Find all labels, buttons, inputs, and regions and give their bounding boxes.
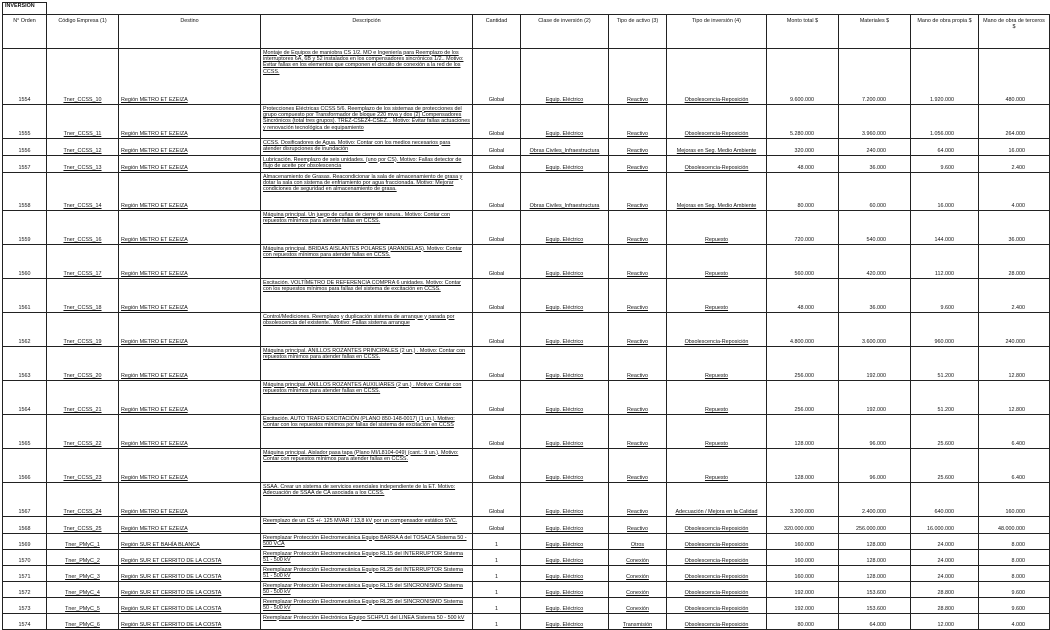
- table-row: [3, 549, 1050, 565]
- row-codigo: Tner_CCSS_17: [47, 244, 119, 278]
- row-clase: Equip. Eléctrico: [521, 48, 609, 104]
- row-destino: Región SUR ET CERRITO DE LA COSTA: [119, 597, 261, 613]
- table-row: [3, 244, 1050, 278]
- table-row: [3, 533, 1050, 549]
- row-clase: Equip. Eléctrico: [521, 380, 609, 414]
- row-orden: 1556: [3, 138, 47, 155]
- row-monto-total: 3.200.000: [767, 482, 839, 516]
- row-tipo-activo: Reactivo: [609, 312, 667, 346]
- row-clase: Equip. Eléctrico: [521, 533, 609, 549]
- row-orden: 1568: [3, 516, 47, 533]
- row-destino: Región SUR ET CERRITO DE LA COSTA: [119, 581, 261, 597]
- row-destino: Región METRO ET EZEIZA: [119, 516, 261, 533]
- row-materiales: 128.000: [839, 533, 911, 549]
- row-mo-propia: 9.600: [911, 155, 979, 172]
- row-tipo-activo: Conexión: [609, 549, 667, 565]
- row-tipo-inversion: Obsolescencia-Reposición: [667, 516, 767, 533]
- row-tipo-inversion: Repuesto: [667, 278, 767, 312]
- row-orden: 1557: [3, 155, 47, 172]
- row-mo-terceros: 12.800: [979, 346, 1050, 380]
- row-mo-terceros: 48.000.000: [979, 516, 1050, 533]
- row-descripcion: Máquina principal. BRIDAS AISLANTES POLARES (ARANDELAS). Motivo: Contar con repuestos mínimos para atender fallas en CCSS.: [261, 244, 473, 278]
- row-destino: Región METRO ET EZEIZA: [119, 138, 261, 155]
- col-destino: Destino: [119, 14, 261, 48]
- row-tipo-activo: Reactivo: [609, 278, 667, 312]
- row-materiales: 540.000: [839, 210, 911, 244]
- row-destino: Región METRO ET EZEIZA: [119, 210, 261, 244]
- row-tipo-inversion: Adecuación / Mejora en la Calidad: [667, 482, 767, 516]
- row-orden: 1561: [3, 278, 47, 312]
- row-codigo: Tner_CCSS_10: [47, 48, 119, 104]
- row-monto-total: 48.000: [767, 155, 839, 172]
- row-clase: Equip. Eléctrico: [521, 613, 609, 629]
- row-monto-total: 320.000.000: [767, 516, 839, 533]
- row-destino: Región SUR ET CERRITO DE LA COSTA: [119, 565, 261, 581]
- row-descripcion: Máquina principal. Un juego de cuñas de cierre de ranura.. Motivo: Contar con repuestos mínimos para atender fallas en CCSS.: [261, 210, 473, 244]
- row-descripcion: Reemplazar Protección Electromecánica Equipo RL25 del SINCRONISMO Sistema 50 - 500 kV: [261, 597, 473, 613]
- row-orden: 1574: [3, 613, 47, 629]
- table-row: [3, 414, 1050, 448]
- row-mo-propia: 28.800: [911, 597, 979, 613]
- row-orden: 1565: [3, 414, 47, 448]
- row-destino: Región METRO ET EZEIZA: [119, 312, 261, 346]
- row-destino: Región METRO ET EZEIZA: [119, 278, 261, 312]
- row-tipo-activo: Conexión: [609, 565, 667, 581]
- row-destino: Región METRO ET EZEIZA: [119, 155, 261, 172]
- row-tipo-activo: Reactivo: [609, 346, 667, 380]
- row-destino: Región METRO ET EZEIZA: [119, 482, 261, 516]
- table-row: [3, 210, 1050, 244]
- row-codigo: Tner_CCSS_16: [47, 210, 119, 244]
- row-monto-total: 192.000: [767, 581, 839, 597]
- row-codigo: Tner_CCSS_18: [47, 278, 119, 312]
- row-cantidad: Global: [473, 516, 521, 533]
- investment-table: [2, 2, 1050, 630]
- col-clase: Clase de inversión (2): [521, 14, 609, 48]
- row-mo-terceros: 9.600: [979, 597, 1050, 613]
- row-orden: 1571: [3, 565, 47, 581]
- row-mo-propia: 9.600: [911, 278, 979, 312]
- row-clase: Equip. Eléctrico: [521, 549, 609, 565]
- row-destino: Región METRO ET EZEIZA: [119, 448, 261, 482]
- row-cantidad: Global: [473, 482, 521, 516]
- row-orden: 1562: [3, 312, 47, 346]
- row-mo-terceros: 12.800: [979, 380, 1050, 414]
- row-descripcion: Reemplazo de un CS +/- 125 MVAR / 13,8 kV por un compensador estático SVC.: [261, 516, 473, 533]
- row-cantidad: Global: [473, 312, 521, 346]
- row-mo-terceros: 2.400: [979, 278, 1050, 312]
- row-tipo-activo: Reactivo: [609, 516, 667, 533]
- col-codigo: Código Empresa (1): [47, 14, 119, 48]
- row-clase: Obras Civiles_Infraestructura: [521, 138, 609, 155]
- col-mo-propia: Mano de obra propia $: [911, 14, 979, 48]
- row-mo-propia: 640.000: [911, 482, 979, 516]
- row-materiales: 128.000: [839, 565, 911, 581]
- row-tipo-inversion: Obsolescencia-Reposición: [667, 533, 767, 549]
- table-row: [3, 104, 1050, 138]
- row-orden: 1555: [3, 104, 47, 138]
- row-mo-terceros: 240.000: [979, 312, 1050, 346]
- row-descripcion: Máquina principal. ANILLOS ROZANTES AUXILIARES (2 un.) . Motivo: Contar con repuestos mínimos para atender fallas en CCSS.: [261, 380, 473, 414]
- row-cantidad: Global: [473, 380, 521, 414]
- row-descripcion: Protecciones Eléctricas CCSS 5/6. Reemplazo de los sistemas de protecciones del grupo compuesto por Transformador de bloque 220 mva y dos (2) Compensadores Sincrónicos (total tres grupos). TREZ-CSEZ4-CSEZ... Motivo: Evitar fallas actuaciones y renovación tecnológica de equipamiento: [261, 104, 473, 138]
- row-mo-terceros: 6.400: [979, 414, 1050, 448]
- row-mo-terceros: 8.000: [979, 549, 1050, 565]
- row-tipo-activo: Reactivo: [609, 380, 667, 414]
- row-cantidad: 1: [473, 533, 521, 549]
- section-title: INVERSIÓN: [3, 3, 47, 15]
- row-mo-propia: 12.000: [911, 613, 979, 629]
- col-monto-total: Monto total $: [767, 14, 839, 48]
- row-clase: Equip. Eléctrico: [521, 482, 609, 516]
- row-monto-total: 128.000: [767, 414, 839, 448]
- row-materiales: 36.000: [839, 155, 911, 172]
- row-orden: 1569: [3, 533, 47, 549]
- row-orden: 1567: [3, 482, 47, 516]
- row-destino: Región METRO ET EZEIZA: [119, 244, 261, 278]
- row-monto-total: 256.000: [767, 380, 839, 414]
- row-codigo: Tner_PMyC_2: [47, 549, 119, 565]
- col-materiales: Materiales $: [839, 14, 911, 48]
- col-cantidad: Cantidad: [473, 14, 521, 48]
- row-mo-propia: 16.000.000: [911, 516, 979, 533]
- row-monto-total: 48.000: [767, 278, 839, 312]
- row-tipo-inversion: Obsolescencia-Reposición: [667, 565, 767, 581]
- row-clase: Equip. Eléctrico: [521, 244, 609, 278]
- row-materiales: 192.000: [839, 346, 911, 380]
- table-row: [3, 516, 1050, 533]
- row-mo-propia: 1.920.000: [911, 48, 979, 104]
- row-tipo-activo: Reactivo: [609, 48, 667, 104]
- table-row: [3, 278, 1050, 312]
- row-materiales: 96.000: [839, 448, 911, 482]
- row-descripcion: CCSS. Dosificadores de Agua. Motivo: Contar con los medios necesarios para atender disrupciones de inundación: [261, 138, 473, 155]
- row-codigo: Tner_CCSS_21: [47, 380, 119, 414]
- row-clase: Equip. Eléctrico: [521, 312, 609, 346]
- table-row: [3, 155, 1050, 172]
- row-codigo: Tner_CCSS_12: [47, 138, 119, 155]
- row-cantidad: 1: [473, 597, 521, 613]
- row-descripcion: Reemplazar Protección Electrónica Equipo SCHPU1 del LINEA Sistema 50 - 500 kV: [261, 613, 473, 629]
- row-tipo-activo: Transmisión: [609, 613, 667, 629]
- row-mo-propia: 28.800: [911, 581, 979, 597]
- row-mo-propia: 16.000: [911, 172, 979, 210]
- row-orden: 1560: [3, 244, 47, 278]
- row-codigo: Tner_PMyC_1: [47, 533, 119, 549]
- row-orden: 1572: [3, 581, 47, 597]
- row-monto-total: 320.000: [767, 138, 839, 155]
- table-row: [3, 172, 1050, 210]
- row-cantidad: Global: [473, 278, 521, 312]
- row-cantidad: Global: [473, 104, 521, 138]
- row-tipo-inversion: Repuesto: [667, 380, 767, 414]
- col-mo-terceros: Mano de obra de terceros $: [979, 14, 1050, 48]
- row-tipo-inversion: Repuesto: [667, 346, 767, 380]
- row-monto-total: 160.000: [767, 549, 839, 565]
- row-destino: Región SUR ET CERRITO DE LA COSTA: [119, 549, 261, 565]
- row-mo-terceros: 16.000: [979, 138, 1050, 155]
- row-tipo-activo: Conexión: [609, 581, 667, 597]
- row-monto-total: 160.000: [767, 533, 839, 549]
- row-mo-terceros: 9.600: [979, 581, 1050, 597]
- row-clase: Equip. Eléctrico: [521, 581, 609, 597]
- row-descripcion: Montaje de Equipos de maniobra CS 1/2. MO e Ingeniería para Reemplazo de los interruptores 6A, 6B y 52 instalados en los compensadores sincrónicos 1/2.. Motivo: Evitar fallas en los elementos que componen el circuito de conexión a la red de los CCSS.: [261, 48, 473, 104]
- col-tipo-inversion: Tipo de inversión (4): [667, 14, 767, 48]
- row-mo-propia: 24.000: [911, 549, 979, 565]
- row-tipo-inversion: Obsolescencia-Reposición: [667, 312, 767, 346]
- row-descripcion: Control/Mediciones. Reemplazo y duplicación sistema de arranque y parada por obsolescencia del existente.. Motivo: Fallas sistema arranque: [261, 312, 473, 346]
- row-mo-propia: 64.000: [911, 138, 979, 155]
- table-row: [3, 482, 1050, 516]
- row-monto-total: 4.800.000: [767, 312, 839, 346]
- row-mo-propia: 144.000: [911, 210, 979, 244]
- table-row: [3, 597, 1050, 613]
- row-materiales: 128.000: [839, 549, 911, 565]
- row-clase: Equip. Eléctrico: [521, 516, 609, 533]
- row-destino: Región METRO ET EZEIZA: [119, 346, 261, 380]
- row-tipo-inversion: Obsolescencia-Reposición: [667, 613, 767, 629]
- row-destino: Región METRO ET EZEIZA: [119, 172, 261, 210]
- row-cantidad: Global: [473, 48, 521, 104]
- row-tipo-activo: Reactivo: [609, 414, 667, 448]
- row-monto-total: 720.000: [767, 210, 839, 244]
- table-row: [3, 613, 1050, 629]
- row-mo-propia: 1.056.000: [911, 104, 979, 138]
- row-mo-terceros: 4.000: [979, 172, 1050, 210]
- row-tipo-inversion: Repuesto: [667, 448, 767, 482]
- table-body: [3, 48, 1050, 629]
- row-codigo: Tner_CCSS_14: [47, 172, 119, 210]
- row-tipo-inversion: Obsolescencia-Reposición: [667, 549, 767, 565]
- row-materiales: 60.000: [839, 172, 911, 210]
- row-tipo-inversion: Obsolescencia-Reposición: [667, 597, 767, 613]
- row-descripcion: Almacenamiento de Grasas. Reacondicionar la sala de almacenamiento de grasa y dotar la sala con sistema de enfriamiento por agua fraccionada. Motivo: Mejorar condiciones de seguridad en almacenamiento de grasa.: [261, 172, 473, 210]
- row-tipo-activo: Reactivo: [609, 172, 667, 210]
- row-monto-total: 560.000: [767, 244, 839, 278]
- row-mo-terceros: 8.000: [979, 565, 1050, 581]
- row-mo-terceros: 160.000: [979, 482, 1050, 516]
- header-row: [3, 14, 1050, 48]
- row-materiales: 153.600: [839, 597, 911, 613]
- row-materiales: 96.000: [839, 414, 911, 448]
- row-codigo: Tner_CCSS_11: [47, 104, 119, 138]
- row-clase: Equip. Eléctrico: [521, 597, 609, 613]
- row-clase: Equip. Eléctrico: [521, 448, 609, 482]
- row-mo-propia: 960.000: [911, 312, 979, 346]
- row-codigo: Tner_CCSS_24: [47, 482, 119, 516]
- row-materiales: 153.600: [839, 581, 911, 597]
- row-codigo: Tner_CCSS_19: [47, 312, 119, 346]
- row-clase: Equip. Eléctrico: [521, 278, 609, 312]
- row-descripcion: SSAA. Crear un sistema de servicios esenciales independiente de la ET. Motivo: Adecuación de SSAA de CA asociada a los CCSS.: [261, 482, 473, 516]
- row-codigo: Tner_PMyC_3: [47, 565, 119, 581]
- col-tipo-activo: Tipo de activo (3): [609, 14, 667, 48]
- row-tipo-activo: Reactivo: [609, 138, 667, 155]
- row-materiales: 7.200.000: [839, 48, 911, 104]
- row-cantidad: Global: [473, 244, 521, 278]
- row-tipo-activo: Reactivo: [609, 104, 667, 138]
- table-row: [3, 565, 1050, 581]
- row-orden: 1554: [3, 48, 47, 104]
- row-tipo-inversion: Obsolescencia-Reposición: [667, 581, 767, 597]
- row-clase: Equip. Eléctrico: [521, 414, 609, 448]
- row-mo-terceros: 36.000: [979, 210, 1050, 244]
- row-descripcion: Reemplazar Protección Electromecánica Equipo BARRA A del TOSACA Sistema 50 - 500 VCA: [261, 533, 473, 549]
- row-materiales: 3.600.000: [839, 312, 911, 346]
- row-orden: 1559: [3, 210, 47, 244]
- row-tipo-inversion: Repuesto: [667, 414, 767, 448]
- row-tipo-inversion: Obsolescencia-Reposición: [667, 104, 767, 138]
- row-clase: Equip. Eléctrico: [521, 346, 609, 380]
- row-codigo: Tner_CCSS_22: [47, 414, 119, 448]
- row-monto-total: 192.000: [767, 597, 839, 613]
- row-monto-total: 128.000: [767, 448, 839, 482]
- row-cantidad: Global: [473, 155, 521, 172]
- row-codigo: Tner_CCSS_25: [47, 516, 119, 533]
- table-row: [3, 380, 1050, 414]
- row-descripcion: Excitación. AUTO TRAFO EXCITACIÓN (PLANO 850-148-0017) (1 un.). Motivo: Contar con los repuestos mínimos por fallas del sistema de excitación en CCSS: [261, 414, 473, 448]
- row-cantidad: Global: [473, 414, 521, 448]
- row-materiales: 3.960.000: [839, 104, 911, 138]
- row-cantidad: Global: [473, 210, 521, 244]
- row-cantidad: Global: [473, 138, 521, 155]
- row-mo-propia: 24.000: [911, 533, 979, 549]
- row-tipo-activo: Reactivo: [609, 448, 667, 482]
- table-row: [3, 346, 1050, 380]
- row-codigo: Tner_PMyC_5: [47, 597, 119, 613]
- table-row: [3, 448, 1050, 482]
- row-tipo-activo: Otros: [609, 533, 667, 549]
- row-mo-terceros: 4.000: [979, 613, 1050, 629]
- row-mo-propia: 112.000: [911, 244, 979, 278]
- row-tipo-inversion: Obsolescencia-Reposición: [667, 48, 767, 104]
- row-monto-total: 80.000: [767, 172, 839, 210]
- row-mo-terceros: 480.000: [979, 48, 1050, 104]
- row-tipo-inversion: Mejoras en Seg. Medio Ambiente: [667, 138, 767, 155]
- row-cantidad: Global: [473, 346, 521, 380]
- row-tipo-activo: Reactivo: [609, 244, 667, 278]
- row-clase: Equip. Eléctrico: [521, 104, 609, 138]
- row-clase: Obras Civiles_Infraestructura: [521, 172, 609, 210]
- row-tipo-activo: Reactivo: [609, 210, 667, 244]
- row-orden: 1566: [3, 448, 47, 482]
- row-cantidad: 1: [473, 549, 521, 565]
- row-orden: 1563: [3, 346, 47, 380]
- row-destino: Región METRO ET EZEIZA: [119, 380, 261, 414]
- row-clase: Equip. Eléctrico: [521, 155, 609, 172]
- row-mo-terceros: 28.000: [979, 244, 1050, 278]
- row-descripcion: Reemplazar Protección Electromecánica Equipo RL15 del INTERRUPTOR Sistema 51 - 500 kV: [261, 549, 473, 565]
- row-monto-total: 160.000: [767, 565, 839, 581]
- row-materiales: 256.000.000: [839, 516, 911, 533]
- row-cantidad: 1: [473, 565, 521, 581]
- row-orden: 1570: [3, 549, 47, 565]
- row-mo-propia: 24.000: [911, 565, 979, 581]
- table-row: [3, 581, 1050, 597]
- col-descripcion: Descripción: [261, 14, 473, 48]
- row-mo-terceros: 6.400: [979, 448, 1050, 482]
- row-cantidad: 1: [473, 613, 521, 629]
- row-materiales: 240.000: [839, 138, 911, 155]
- row-cantidad: Global: [473, 448, 521, 482]
- row-mo-propia: 25.600: [911, 414, 979, 448]
- row-descripcion: Reemplazar Protección Electromecánica Equipo RL25 del INTERRUPTOR Sistema 51 - 500 kV: [261, 565, 473, 581]
- row-mo-propia: 51.200: [911, 380, 979, 414]
- row-codigo: Tner_CCSS_20: [47, 346, 119, 380]
- row-monto-total: 256.000: [767, 346, 839, 380]
- row-tipo-inversion: Mejoras en Seg. Medio Ambiente: [667, 172, 767, 210]
- row-tipo-inversion: Repuesto: [667, 244, 767, 278]
- row-tipo-inversion: Repuesto: [667, 210, 767, 244]
- row-clase: Equip. Eléctrico: [521, 210, 609, 244]
- row-tipo-activo: Reactivo: [609, 155, 667, 172]
- row-orden: 1558: [3, 172, 47, 210]
- row-orden: 1564: [3, 380, 47, 414]
- row-tipo-activo: Reactivo: [609, 482, 667, 516]
- row-descripcion: Máquina principal. ANILLOS ROZANTES PRINCIPALES (2 un.) . Motivo: Contar con repuestos mínimos para atender fallas en CCSS.: [261, 346, 473, 380]
- row-mo-terceros: 8.000: [979, 533, 1050, 549]
- row-destino: Región METRO ET EZEIZA: [119, 104, 261, 138]
- row-monto-total: 5.280.000: [767, 104, 839, 138]
- row-codigo: Tner_PMyC_6: [47, 613, 119, 629]
- row-monto-total: 80.000: [767, 613, 839, 629]
- row-tipo-inversion: Obsolescencia-Reposición: [667, 155, 767, 172]
- row-materiales: 64.000: [839, 613, 911, 629]
- row-materiales: 2.400.000: [839, 482, 911, 516]
- row-codigo: Tner_CCSS_23: [47, 448, 119, 482]
- row-destino: Región METRO ET EZEIZA: [119, 48, 261, 104]
- row-mo-terceros: 264.000: [979, 104, 1050, 138]
- row-descripcion: Excitación. VOLTÍMETRO DE REFERENCIA COMPRA 6 unidades. Motivo: Contar con los repuestos mínimos para fallas del sistema de excitación en CCSS.: [261, 278, 473, 312]
- row-mo-propia: 25.600: [911, 448, 979, 482]
- row-codigo: Tner_CCSS_13: [47, 155, 119, 172]
- table-row: [3, 138, 1050, 155]
- row-orden: 1573: [3, 597, 47, 613]
- row-mo-terceros: 2.400: [979, 155, 1050, 172]
- row-materiales: 36.000: [839, 278, 911, 312]
- row-destino: Región SUR ET CERRITO DE LA COSTA: [119, 613, 261, 629]
- table-row: [3, 48, 1050, 104]
- row-descripcion: Lubricación. Reemplazo de seis unidades. (uno por CS). Motivo: Fallas detector de flujo de aceite por obsolescencia: [261, 155, 473, 172]
- row-descripcion: Reemplazar Protección Electromecánica Equipo RL15 del SINCRONISMO Sistema 50 - 500 kV: [261, 581, 473, 597]
- row-materiales: 420.000: [839, 244, 911, 278]
- table-row: [3, 312, 1050, 346]
- row-destino: Región SUR ET BAHÍA BLANCA: [119, 533, 261, 549]
- row-monto-total: 9.600.000: [767, 48, 839, 104]
- row-cantidad: 1: [473, 581, 521, 597]
- row-codigo: Tner_PMyC_4: [47, 581, 119, 597]
- col-orden: N° Orden: [3, 14, 47, 48]
- row-materiales: 192.000: [839, 380, 911, 414]
- row-clase: Equip. Eléctrico: [521, 565, 609, 581]
- row-descripcion: Máquina principal. Aislador pasa tapa (Plano MI/L8104-049) (cant.: 9 un.). Motivo: Contar con repuestos mínimos para atender fallas en CCSS.: [261, 448, 473, 482]
- row-cantidad: Global: [473, 172, 521, 210]
- row-tipo-activo: Conexión: [609, 597, 667, 613]
- row-mo-propia: 51.200: [911, 346, 979, 380]
- row-destino: Región METRO ET EZEIZA: [119, 414, 261, 448]
